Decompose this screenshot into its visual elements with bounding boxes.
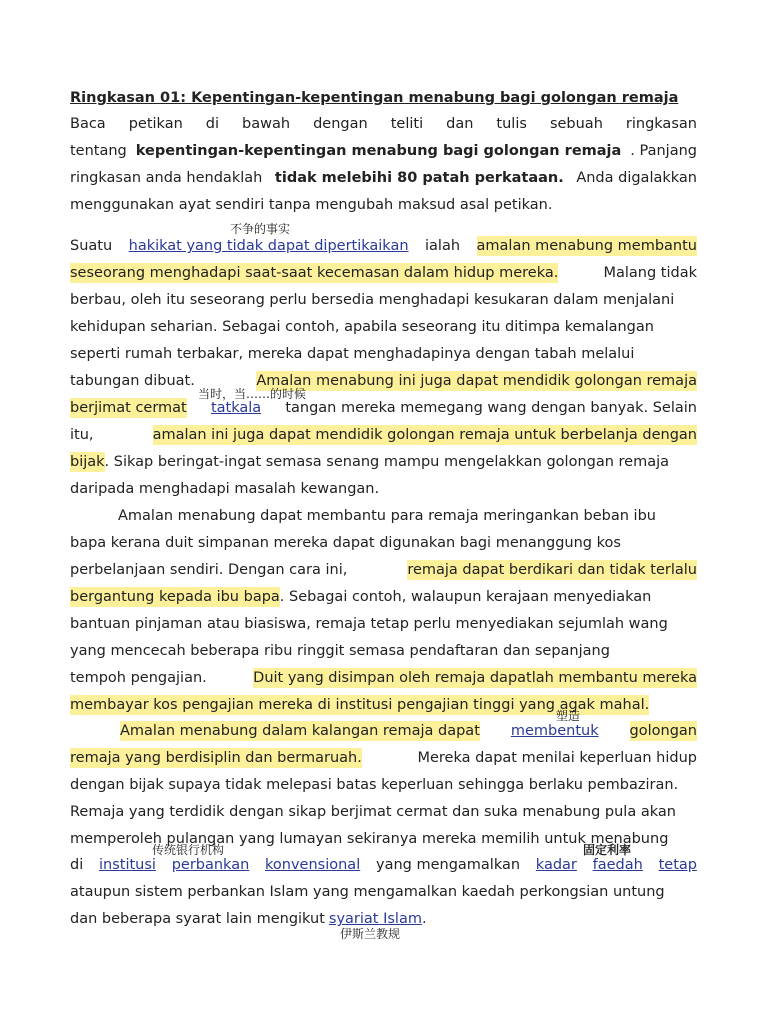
p1-line-7	[70, 398, 697, 418]
highlighted-phrase: Amalan menabung ini juga dapat mendidik golongan remaja	[256, 373, 697, 389]
p1-line-8	[70, 425, 697, 445]
text-segment: dan beberapa syarat lain mengikut	[70, 911, 325, 927]
text-segment: ringkasan anda hendaklah	[70, 170, 263, 186]
text-segment: tangan mereka memegang wang dengan banyak. Selain	[285, 400, 697, 416]
p3-line-2	[70, 748, 697, 768]
underlined-word: konvensional	[265, 857, 361, 873]
highlighted-phrase: berjimat cermat	[70, 400, 187, 416]
instructions-line-4	[70, 195, 697, 215]
highlighted-phrase: golongan	[629, 723, 697, 739]
text-segment: bantuan pinjaman atau biasiswa, remaja tetap perlu menyediakan sejumlah wang	[70, 616, 668, 632]
text-segment: daripada menghadapi masalah kewangan.	[70, 481, 380, 497]
highlighted-phrase: seseorang menghadapi saat-saat kecemasan dalam hidup mereka.	[70, 265, 559, 281]
p2-line-6	[70, 641, 697, 661]
word: dengan	[313, 116, 368, 132]
text-segment: . Sikap beringat-ingat semasa senang mampu mengelakkan golongan remaja	[104, 454, 670, 470]
text-segment: seperti rumah terbakar, mereka dapat menghadapinya dengan tabah melalui	[70, 346, 635, 362]
text-segment: perbelanjaan sendiri. Dengan cara ini,	[70, 562, 348, 578]
annotation-chinese: 固定利率	[583, 843, 632, 857]
text-segment: .	[421, 911, 427, 927]
instructions-line-1	[70, 114, 697, 134]
highlighted-phrase: remaja dapat berdikari dan tidak terlalu	[407, 562, 697, 578]
p3-line-7	[70, 882, 697, 902]
p3-line-6	[70, 855, 697, 875]
annotation-chinese: 塑造	[556, 709, 581, 723]
word: ringkasan	[625, 116, 697, 132]
p3-line-4	[70, 802, 697, 822]
text-segment: Anda digalakkan	[576, 170, 697, 186]
highlighted-phrase: bijak	[70, 454, 105, 470]
underlined-word: faedah	[592, 857, 643, 873]
bold-topic: kepentingan-kepentingan menabung bagi golongan remaja	[135, 143, 622, 159]
p1-line-4	[70, 317, 697, 337]
text-segment: Amalan menabung dapat membantu para remaja meringankan beban ibu	[118, 508, 656, 524]
word: dan	[446, 116, 474, 132]
p1-line-5	[70, 344, 697, 364]
highlighted-phrase: Amalan menabung dalam kalangan remaja dapat	[120, 723, 480, 739]
highlighted-phrase: Duit yang disimpan oleh remaja dapatlah membantu mereka	[253, 670, 697, 686]
underlined-word: membentuk	[510, 723, 599, 739]
p1-line-3	[70, 290, 697, 310]
text-segment: itu,	[70, 427, 94, 443]
text-segment: yang mengamalkan	[375, 857, 521, 873]
bold-word-limit: tidak melebihi 80 patah perkataan.	[274, 170, 564, 186]
word: Baca	[70, 116, 106, 132]
p2-line-1	[70, 506, 697, 526]
highlighted-phrase: remaja yang berdisiplin dan bermaruah.	[70, 750, 362, 766]
text-segment: Suatu	[70, 238, 113, 254]
text-segment: tentang	[70, 143, 127, 159]
word: tulis	[496, 116, 527, 132]
underlined-word: tetap	[658, 857, 697, 873]
highlighted-phrase: membayar kos pengajian mereka di institusi pengajian tinggi yang agak mahal.	[70, 697, 650, 713]
highlighted-phrase: bergantung kepada ibu bapa	[70, 589, 280, 605]
p2-line-5	[70, 614, 697, 634]
p3-line-8	[70, 909, 697, 929]
p1-line-6	[70, 371, 697, 391]
text-segment: berbau, oleh itu seseorang perlu bersedia menghadapi kesukaran dalam menjalani	[70, 292, 675, 308]
underlined-phrase: hakikat yang tidak dapat dipertikaikan	[128, 238, 409, 254]
text-segment: ataupun sistem perbankan Islam yang mengamalkan kaedah perkongsian untung	[70, 884, 665, 900]
p2-line-8	[70, 695, 697, 715]
text-segment: ialah	[425, 238, 461, 254]
annotation-chinese: 不争的事实	[230, 222, 291, 236]
text-segment: memperoleh pulangan yang lumayan sekiranya mereka memilih untuk menabung	[70, 831, 669, 847]
instructions-line-2	[70, 141, 697, 161]
text-segment: tempoh pengajian.	[70, 670, 207, 686]
word: di	[205, 116, 220, 132]
text-segment: Mereka dapat menilai keperluan hidup	[417, 750, 697, 766]
word: sebuah	[549, 116, 603, 132]
text-segment: Malang tidak	[603, 265, 697, 281]
underlined-word: kadar	[535, 857, 577, 873]
underlined-word: tatkala	[210, 400, 262, 416]
text-segment: bapa kerana duit simpanan mereka dapat digunakan bagi menanggung kos	[70, 535, 621, 551]
word: petikan	[128, 116, 183, 132]
text-segment: . Sebagai contoh, walaupun kerajaan menyediakan	[279, 589, 652, 605]
p1-line-1	[70, 236, 697, 256]
p1-line-10	[70, 479, 697, 499]
p2-line-7	[70, 668, 697, 688]
p1-line-2	[70, 263, 697, 283]
word: teliti	[390, 116, 424, 132]
p2-line-2	[70, 533, 697, 553]
page-title: Ringkasan 01: Kepentingan-kepentingan menabung bagi golongan remaja	[70, 90, 679, 106]
p2-line-3	[70, 560, 697, 580]
underlined-word: perbankan	[171, 857, 250, 873]
text-segment: di	[70, 857, 84, 873]
text-segment: dengan bijak supaya tidak melepasi batas keperluan sehingga berlaku pembaziran.	[70, 777, 679, 793]
word: bawah	[242, 116, 291, 132]
text-segment: Remaja yang terdidik dengan sikap berjimat cermat dan suka menabung pula akan	[70, 804, 676, 820]
text-segment: tabungan dibuat.	[70, 373, 195, 389]
highlighted-phrase: amalan ini juga dapat mendidik golongan remaja untuk berbelanja dengan	[152, 427, 697, 443]
underlined-phrase: syariat Islam	[328, 911, 422, 927]
highlighted-phrase: amalan menabung membantu	[476, 238, 697, 254]
p3-line-1	[120, 721, 697, 741]
text-segment: yang mencecah beberapa ribu ringgit semasa pendaftaran dan sepanjang	[70, 643, 610, 659]
instructions-line-3	[70, 168, 697, 188]
text-segment: kehidupan seharian. Sebagai contoh, apabila seseorang itu ditimpa kemalangan	[70, 319, 654, 335]
p1-line-9	[70, 452, 697, 472]
p2-line-4	[70, 587, 697, 607]
p3-line-3	[70, 775, 697, 795]
annotation-chinese: 伊斯兰教规	[340, 927, 401, 941]
annotation-chinese: 传统银行机构	[152, 843, 225, 857]
underlined-word: institusi	[98, 857, 156, 873]
text-segment: . Panjang	[630, 143, 697, 159]
text-segment: menggunakan ayat sendiri tanpa mengubah maksud asal petikan.	[70, 197, 553, 213]
annotation-chinese: 当时，当……的时候	[198, 387, 307, 401]
